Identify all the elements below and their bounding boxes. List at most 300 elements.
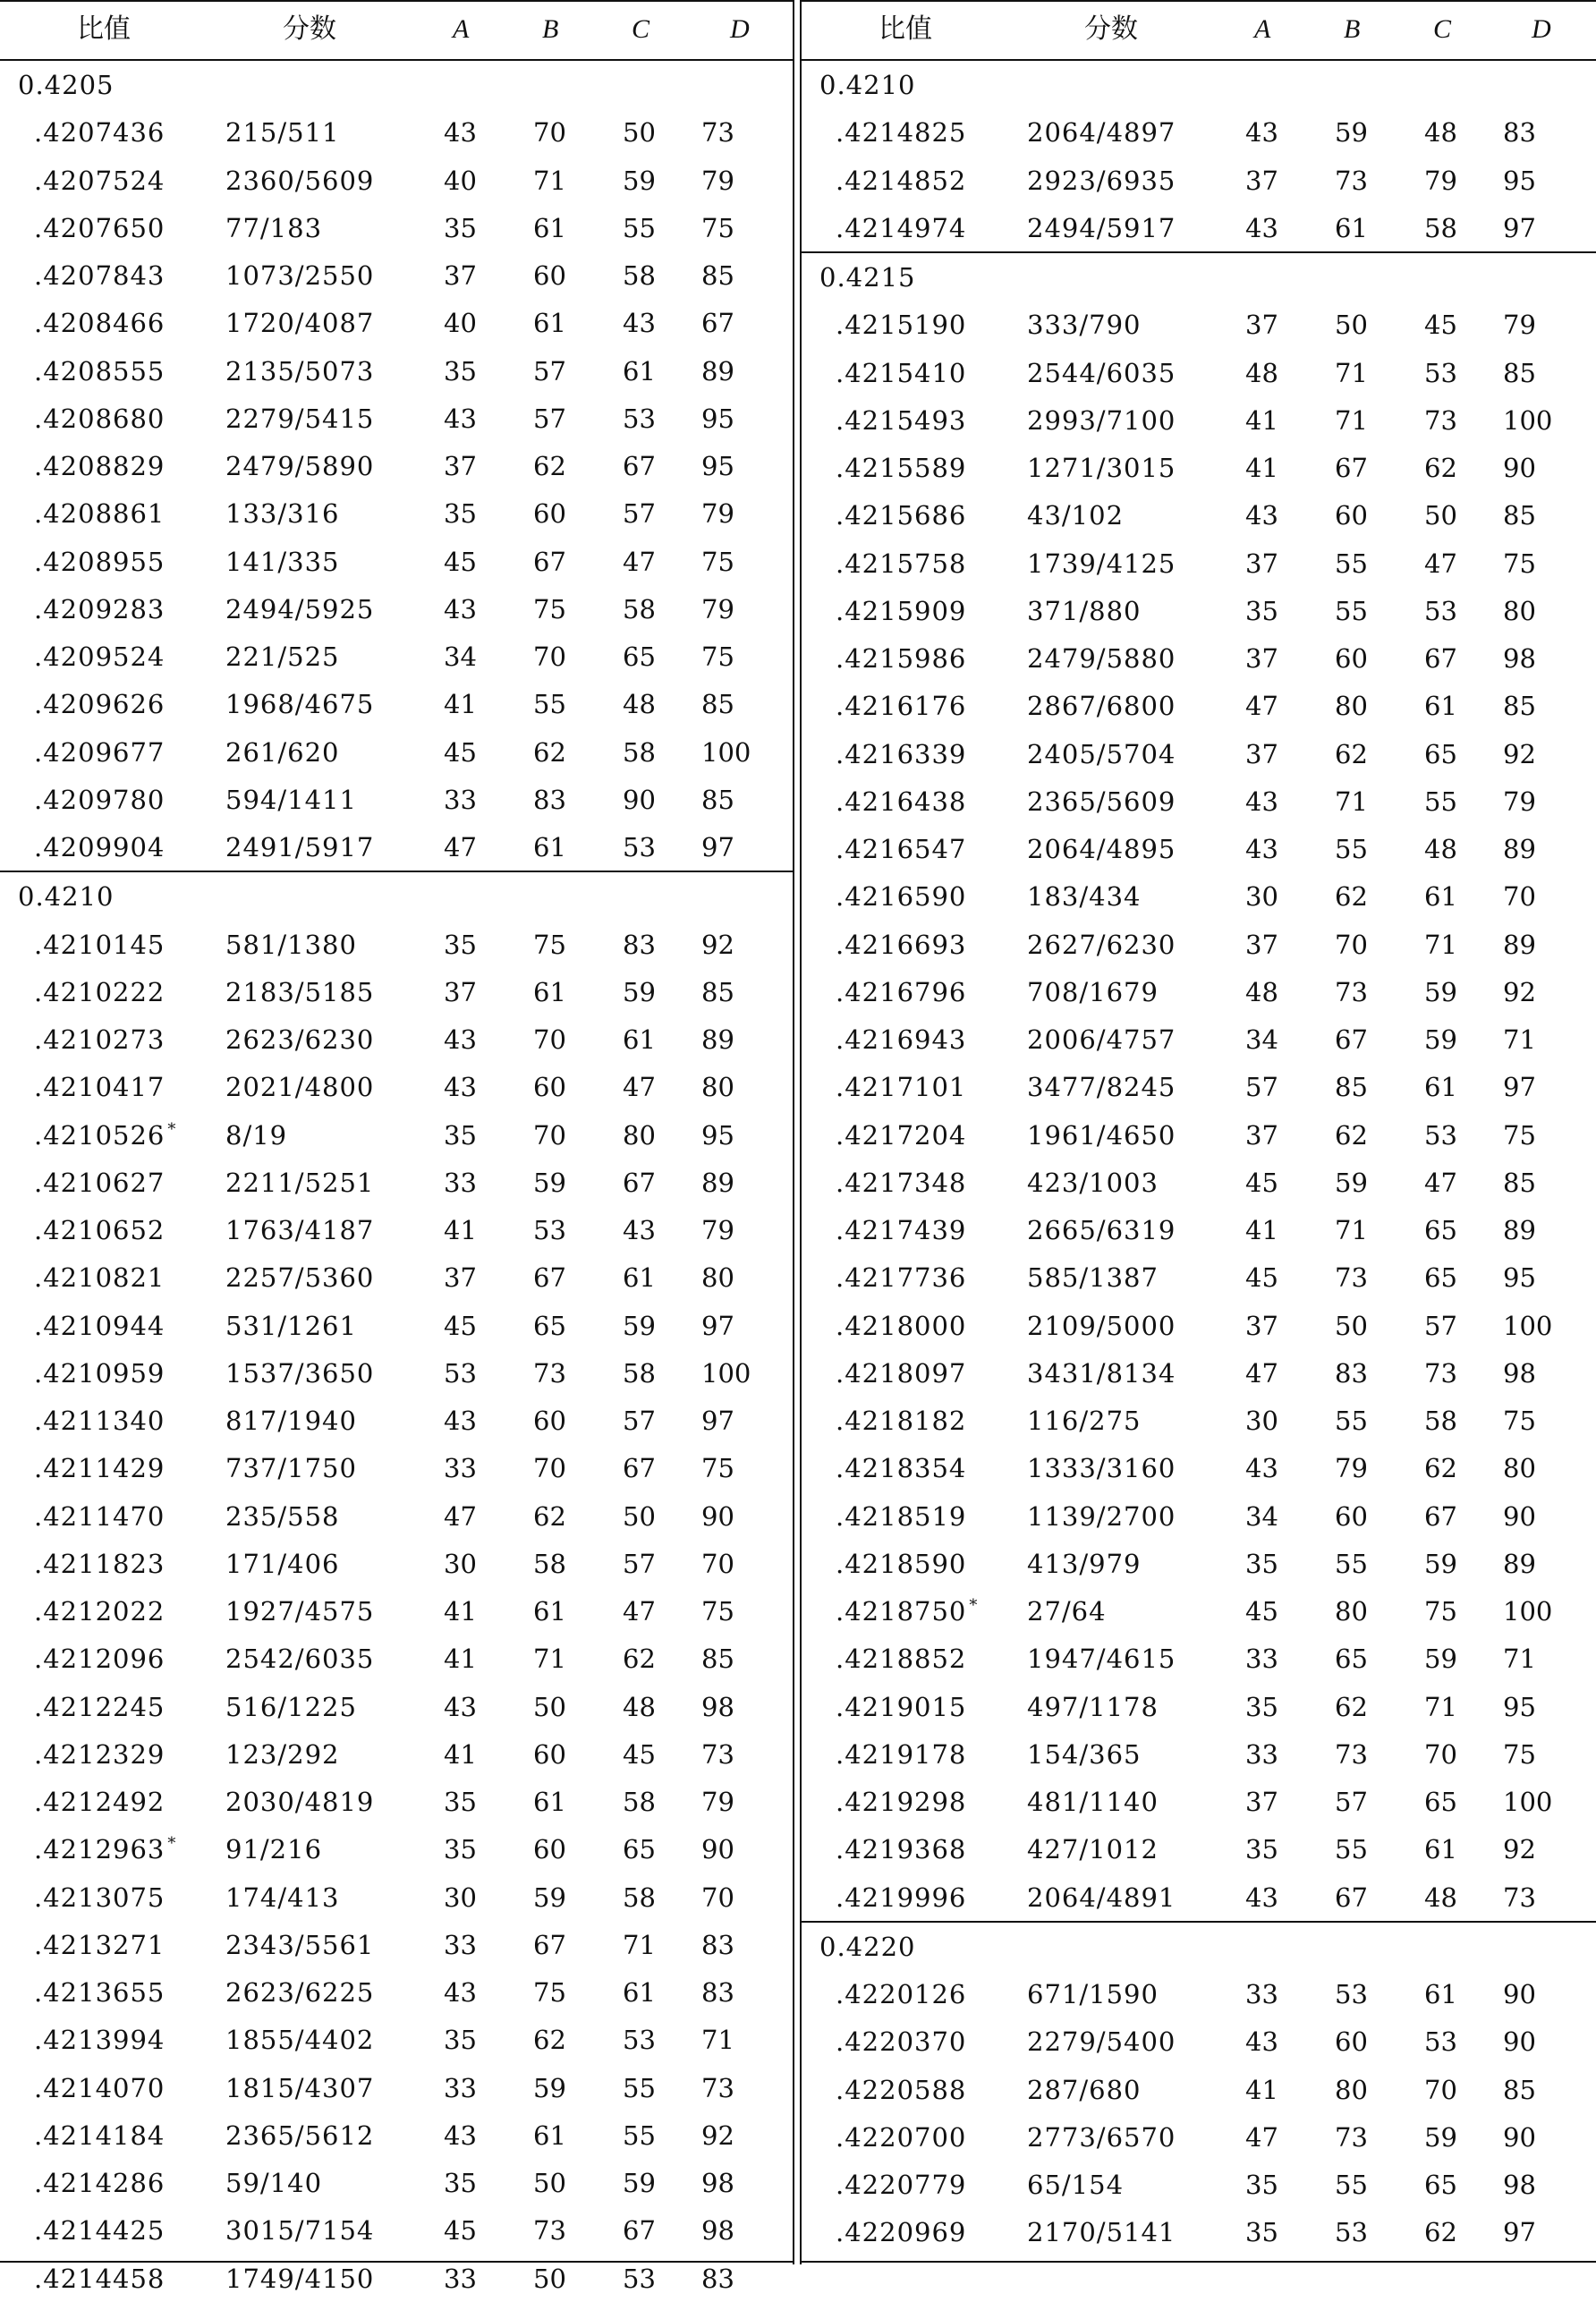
ratio-cell: .4215190 (836, 310, 967, 341)
d-cell: 83 (1503, 117, 1536, 149)
fraction-cell: 2773/6570 (1027, 2121, 1176, 2153)
fraction-cell: 585/1387 (1027, 1262, 1159, 1294)
d-cell: 98 (701, 1691, 734, 1722)
c-cell: 53 (623, 2263, 656, 2294)
d-cell: 90 (1503, 1979, 1536, 2009)
b-cell: 59 (1335, 117, 1368, 149)
d-cell: 75 (701, 1596, 734, 1627)
fraction-cell: 2623/6230 (225, 1024, 375, 1055)
table-row (0, 2016, 794, 2063)
ratio-cell: .4213994 (34, 2025, 166, 2056)
ratio-cell: .4208466 (34, 308, 166, 339)
d-cell: 80 (1503, 1453, 1536, 1484)
d-cell: 73 (701, 2072, 734, 2103)
fraction-cell: 1139/2700 (1027, 1500, 1176, 1532)
fraction-cell: 2365/5609 (1027, 786, 1176, 817)
a-cell: 37 (444, 976, 477, 1007)
fraction-cell: 154/365 (1027, 1738, 1142, 1770)
ratio-cell: .4209780 (34, 784, 166, 815)
fraction-cell: 2542/6035 (225, 1644, 375, 1675)
header-ratio: 比值 (77, 13, 131, 45)
c-cell: 70 (1424, 2074, 1457, 2105)
fraction-cell: 1961/4650 (1027, 1119, 1176, 1151)
fraction-cell: 2627/6230 (1027, 929, 1176, 960)
top-rule (0, 0, 794, 2)
table-row (802, 1825, 1596, 1873)
a-cell: 41 (444, 1215, 477, 1245)
b-cell: 60 (1335, 643, 1368, 674)
b-cell: 61 (533, 2119, 566, 2151)
fraction-cell: 43/102 (1027, 500, 1125, 531)
fraction-cell: 581/1380 (225, 929, 357, 960)
a-cell: 37 (1245, 1310, 1278, 1341)
fraction-cell: 2365/5612 (225, 2119, 375, 2151)
a-cell: 43 (1245, 117, 1278, 149)
c-cell: 65 (1424, 1787, 1457, 1817)
c-cell: 53 (623, 403, 656, 434)
a-cell: 45 (444, 736, 477, 768)
c-cell: 48 (1424, 834, 1457, 864)
c-cell: 53 (623, 2025, 656, 2056)
ratio-cell: .4219368 (836, 1834, 967, 1865)
b-cell: 70 (533, 1453, 566, 1484)
c-cell: 59 (1424, 1548, 1457, 1579)
d-cell: 98 (1503, 643, 1536, 674)
d-cell: 70 (701, 1882, 734, 1913)
c-cell: 61 (623, 1262, 656, 1294)
ratio-cell: .4219298 (836, 1787, 967, 1817)
c-cell: 50 (1424, 500, 1457, 531)
table-row (0, 251, 794, 299)
c-cell: 47 (623, 1596, 656, 1627)
d-cell: 89 (701, 1167, 734, 1198)
a-cell: 35 (444, 1834, 477, 1865)
d-cell: 90 (701, 1834, 734, 1865)
a-cell: 47 (444, 1500, 477, 1532)
table-row (0, 395, 794, 442)
ratio-cell: .4219015 (836, 1691, 967, 1722)
fraction-cell: 594/1411 (225, 784, 357, 815)
fraction-cell: 1271/3015 (1027, 453, 1176, 483)
a-cell: 41 (1245, 1215, 1278, 1245)
section-label-text: 0.4220 (819, 1931, 916, 1962)
d-cell: 83 (701, 2263, 734, 2294)
fraction-cell: 2405/5704 (1027, 738, 1176, 769)
fraction-cell: 1763/4187 (225, 1215, 375, 1245)
a-cell: 48 (1245, 357, 1278, 388)
a-cell: 53 (444, 1357, 477, 1389)
fraction-cell: 2279/5400 (1027, 2026, 1176, 2058)
b-cell: 62 (533, 736, 566, 768)
b-cell: 70 (1335, 929, 1368, 960)
fraction-cell: 1537/3650 (225, 1357, 375, 1389)
c-cell: 43 (623, 1215, 656, 1245)
table-row (0, 1825, 794, 1873)
d-cell: 70 (1503, 881, 1536, 913)
table-row (802, 1683, 1596, 1730)
fraction-cell: 221/525 (225, 641, 340, 672)
fraction-cell: 2064/4891 (1027, 1882, 1176, 1913)
c-cell: 58 (623, 1882, 656, 1913)
b-cell: 55 (1335, 548, 1368, 579)
header-ratio: 比值 (879, 13, 932, 45)
b-cell: 73 (1335, 1738, 1368, 1770)
table-row (802, 2208, 1596, 2255)
fraction-cell: 141/335 (225, 546, 340, 577)
table-row (802, 301, 1596, 348)
d-cell: 100 (1503, 1596, 1553, 1627)
ratio-cell: .4210526 * (34, 1119, 177, 1151)
table-row (802, 491, 1596, 539)
fraction-cell: 708/1679 (1027, 976, 1159, 1007)
d-cell: 75 (1503, 1119, 1536, 1151)
ratio-cell: .4218519 (836, 1500, 967, 1532)
a-cell: 37 (1245, 738, 1278, 769)
table-row (0, 823, 794, 871)
fraction-cell: 737/1750 (225, 1453, 357, 1484)
fraction-cell: 235/558 (225, 1500, 340, 1532)
a-cell: 34 (444, 641, 477, 672)
d-cell: 79 (1503, 310, 1536, 341)
d-cell: 85 (701, 260, 734, 291)
c-cell: 47 (1424, 548, 1457, 579)
fraction-cell: 1739/4125 (1027, 548, 1176, 579)
fraction-cell: 1855/4402 (225, 2025, 375, 2056)
b-cell: 62 (533, 1500, 566, 1532)
table-row (0, 538, 794, 585)
c-cell: 45 (1424, 310, 1457, 341)
b-cell: 61 (533, 976, 566, 1007)
table-row (0, 1206, 794, 1253)
table-row (0, 680, 794, 727)
header-fraction: 分数 (283, 13, 336, 45)
table-row (0, 1444, 794, 1491)
b-cell: 65 (1335, 1644, 1368, 1675)
b-cell: 73 (533, 2215, 566, 2247)
ratio-cell: .4216943 (836, 1024, 967, 1055)
table-row (0, 968, 794, 1015)
c-cell: 58 (1424, 1406, 1457, 1436)
d-cell: 89 (1503, 929, 1536, 960)
b-cell: 67 (533, 546, 566, 577)
ratio-cell: .4214425 (34, 2215, 166, 2247)
ratio-cell: .4214458 (34, 2263, 166, 2294)
header-d: D (730, 14, 750, 44)
table-row (0, 1778, 794, 1825)
b-cell: 79 (1335, 1453, 1368, 1484)
table-row (0, 1159, 794, 1206)
ratio-cell: .4213655 (34, 1977, 166, 2008)
a-cell: 30 (1245, 1406, 1278, 1436)
a-cell: 47 (1245, 2121, 1278, 2153)
fraction-cell: 817/1940 (225, 1406, 357, 1436)
ratio-cell: .4216590 (836, 881, 967, 913)
d-cell: 97 (701, 1406, 734, 1436)
a-cell: 35 (444, 1787, 477, 1817)
a-cell: 41 (1245, 2074, 1278, 2105)
b-cell: 55 (1335, 1548, 1368, 1579)
ratio-cell: .4215493 (836, 404, 967, 436)
table-row (0, 1397, 794, 1444)
c-cell: 58 (1424, 212, 1457, 243)
fraction-cell: 2006/4757 (1027, 1024, 1176, 1055)
b-cell: 80 (1335, 691, 1368, 722)
d-cell: 92 (701, 929, 734, 960)
fraction-cell: 1968/4675 (225, 689, 375, 720)
section-label (802, 61, 1596, 108)
c-cell: 61 (1424, 691, 1457, 722)
c-cell: 50 (623, 117, 656, 149)
right-table-panel (802, 0, 1596, 2264)
fraction-cell: 333/790 (1027, 310, 1142, 341)
a-cell: 35 (1245, 1548, 1278, 1579)
d-cell: 89 (701, 355, 734, 386)
d-cell: 100 (701, 736, 751, 768)
b-cell: 55 (533, 689, 566, 720)
table-row (802, 444, 1596, 491)
fraction-cell: 516/1225 (225, 1691, 357, 1722)
d-cell: 95 (701, 451, 734, 481)
fraction-cell: 287/680 (1027, 2074, 1142, 2105)
ratio-cell: .4219178 (836, 1738, 967, 1770)
b-cell: 60 (533, 1738, 566, 1770)
c-cell: 53 (1424, 2026, 1457, 2058)
c-cell: 80 (623, 1119, 656, 1151)
asterisk-mark: * (969, 1596, 979, 1615)
b-cell: 61 (1335, 212, 1368, 243)
d-cell: 98 (701, 2168, 734, 2198)
ratio-cell: .4212329 (34, 1738, 166, 1770)
d-cell: 98 (1503, 1357, 1536, 1389)
table-row (802, 587, 1596, 634)
table-row (802, 777, 1596, 825)
b-cell: 80 (1335, 2074, 1368, 2105)
ratio-cell: .4209677 (34, 736, 166, 768)
table-row (0, 2206, 794, 2254)
d-cell: 75 (701, 212, 734, 243)
c-cell: 73 (1424, 404, 1457, 436)
fraction-cell: 1720/4087 (225, 308, 375, 339)
c-cell: 65 (1424, 738, 1457, 769)
table-row (802, 204, 1596, 251)
c-cell: 65 (1424, 1262, 1457, 1294)
b-cell: 67 (1335, 453, 1368, 483)
header-b: B (542, 14, 559, 44)
d-cell: 95 (1503, 1262, 1536, 1294)
b-cell: 71 (1335, 404, 1368, 436)
c-cell: 67 (1424, 1500, 1457, 1532)
a-cell: 47 (1245, 691, 1278, 722)
a-cell: 43 (444, 403, 477, 434)
table-row (0, 2111, 794, 2159)
table-row (802, 1349, 1596, 1397)
b-cell: 55 (1335, 834, 1368, 864)
ratio-cell: .4214184 (34, 2119, 166, 2151)
b-cell: 62 (1335, 1119, 1368, 1151)
d-cell: 89 (1503, 1215, 1536, 1245)
b-cell: 83 (533, 784, 566, 815)
fraction-cell: 123/292 (225, 1738, 340, 1770)
d-cell: 100 (1503, 1310, 1553, 1341)
b-cell: 50 (533, 1691, 566, 1722)
d-cell: 79 (701, 165, 734, 196)
d-cell: 70 (701, 1548, 734, 1579)
b-cell: 50 (533, 2263, 566, 2294)
fraction-cell: 371/880 (1027, 595, 1142, 626)
d-cell: 75 (701, 1453, 734, 1484)
d-cell: 95 (1503, 165, 1536, 196)
b-cell: 59 (533, 1882, 566, 1913)
b-cell: 75 (533, 593, 566, 624)
a-cell: 37 (444, 260, 477, 291)
a-cell: 45 (1245, 1167, 1278, 1198)
table-row (0, 776, 794, 823)
fraction-cell: 2109/5000 (1027, 1310, 1176, 1341)
table-row (0, 1921, 794, 1968)
d-cell: 83 (701, 1977, 734, 2008)
b-cell: 61 (533, 1787, 566, 1817)
fraction-cell: 2544/6035 (1027, 357, 1176, 388)
d-cell: 73 (1503, 1882, 1536, 1913)
c-cell: 65 (1424, 2170, 1457, 2200)
a-cell: 35 (444, 1119, 477, 1151)
fraction-cell: 2923/6935 (1027, 165, 1176, 196)
ratio-cell: .4210417 (34, 1072, 166, 1103)
fraction-cell: 2360/5609 (225, 165, 375, 196)
a-cell: 35 (444, 498, 477, 530)
ratio-cell: .4217736 (836, 1262, 967, 1294)
ratio-cell: .4215589 (836, 453, 967, 483)
c-cell: 57 (623, 1406, 656, 1436)
fraction-cell: 2064/4895 (1027, 834, 1176, 864)
ratio-cell: .4218852 (836, 1644, 967, 1675)
table-row (802, 634, 1596, 682)
ratio-cell: .4208829 (34, 451, 166, 481)
ratio-cell: .4217439 (836, 1215, 967, 1245)
b-cell: 73 (1335, 976, 1368, 1007)
fraction-cell: 481/1140 (1027, 1787, 1159, 1817)
b-cell: 71 (533, 1644, 566, 1675)
table-row (0, 633, 794, 680)
ratio-cell: .4209626 (34, 689, 166, 720)
d-cell: 95 (1503, 1691, 1536, 1722)
c-cell: 59 (1424, 976, 1457, 1007)
ratio-cell: .4218000 (836, 1310, 967, 1341)
table-row (802, 1159, 1596, 1206)
d-cell: 97 (701, 1310, 734, 1341)
section-label (0, 872, 794, 920)
b-cell: 59 (533, 1167, 566, 1198)
a-cell: 33 (1245, 1738, 1278, 1770)
b-cell: 57 (533, 355, 566, 386)
ratio-cell: .4212022 (34, 1596, 166, 1627)
ratio-cell: .4211340 (34, 1406, 166, 1436)
a-cell: 43 (444, 1072, 477, 1103)
c-cell: 65 (623, 641, 656, 672)
b-cell: 73 (1335, 1262, 1368, 1294)
section-label-text: 0.4205 (18, 70, 115, 100)
a-cell: 37 (1245, 165, 1278, 196)
ratio-cell: .4208955 (34, 546, 166, 577)
table-row (0, 1015, 794, 1063)
b-cell: 60 (533, 260, 566, 291)
fraction-cell: 77/183 (225, 212, 323, 243)
a-cell: 33 (444, 784, 477, 815)
d-cell: 67 (701, 308, 734, 339)
c-cell: 79 (1424, 165, 1457, 196)
ratio-cell: .4208555 (34, 355, 166, 386)
fraction-cell: 2135/5073 (225, 355, 375, 386)
c-cell: 90 (623, 784, 656, 815)
c-cell: 47 (623, 1072, 656, 1103)
c-cell: 71 (623, 1929, 656, 1960)
table-row (802, 1778, 1596, 1825)
b-cell: 61 (533, 212, 566, 243)
fraction-cell: 531/1261 (225, 1310, 357, 1341)
fraction-cell: 1333/3160 (1027, 1453, 1176, 1484)
b-cell: 67 (533, 1262, 566, 1294)
top-rule (802, 0, 1596, 2)
a-cell: 37 (1245, 548, 1278, 579)
fraction-cell: 215/511 (225, 117, 340, 149)
fraction-cell: 3015/7154 (225, 2215, 375, 2247)
table-row (802, 2066, 1596, 2113)
fraction-cell: 2494/5925 (225, 593, 375, 624)
table-row (0, 1063, 794, 1110)
fraction-cell: 171/406 (225, 1548, 340, 1579)
b-cell: 61 (533, 308, 566, 339)
a-cell: 33 (444, 1453, 477, 1484)
a-cell: 47 (444, 832, 477, 862)
table-row (802, 1730, 1596, 1778)
c-cell: 67 (623, 451, 656, 481)
c-cell: 53 (1424, 357, 1457, 388)
ratio-cell: .4214825 (836, 117, 967, 149)
b-cell: 59 (533, 2072, 566, 2103)
a-cell: 43 (1245, 1453, 1278, 1484)
ratio-cell: .4208680 (34, 403, 166, 434)
ratio-cell: .4209904 (34, 832, 166, 862)
header-d: D (1532, 14, 1551, 44)
table-body (0, 61, 794, 2302)
a-cell: 37 (1245, 310, 1278, 341)
a-cell: 45 (1245, 1262, 1278, 1294)
c-cell: 58 (623, 1357, 656, 1389)
table-row (0, 299, 794, 346)
c-cell: 75 (1424, 1596, 1457, 1627)
table-row (0, 921, 794, 968)
d-cell: 79 (701, 498, 734, 530)
a-cell: 43 (444, 593, 477, 624)
c-cell: 83 (623, 929, 656, 960)
fraction-cell: 2479/5880 (1027, 643, 1176, 674)
table-row (0, 1492, 794, 1540)
b-cell: 65 (533, 1310, 566, 1341)
bottom-rule (802, 2261, 1596, 2263)
a-cell: 41 (444, 1596, 477, 1627)
b-cell: 71 (1335, 357, 1368, 388)
table-row (802, 539, 1596, 587)
ratio-cell: .4220370 (836, 2026, 967, 2058)
b-cell: 85 (1335, 1072, 1368, 1103)
c-cell: 67 (623, 1453, 656, 1484)
b-cell: 61 (533, 1596, 566, 1627)
c-cell: 57 (623, 1548, 656, 1579)
table-row (802, 1063, 1596, 1110)
fraction-cell: 2021/4800 (225, 1072, 375, 1103)
table-row (802, 1444, 1596, 1491)
ratio-cell: .4210959 (34, 1357, 166, 1389)
